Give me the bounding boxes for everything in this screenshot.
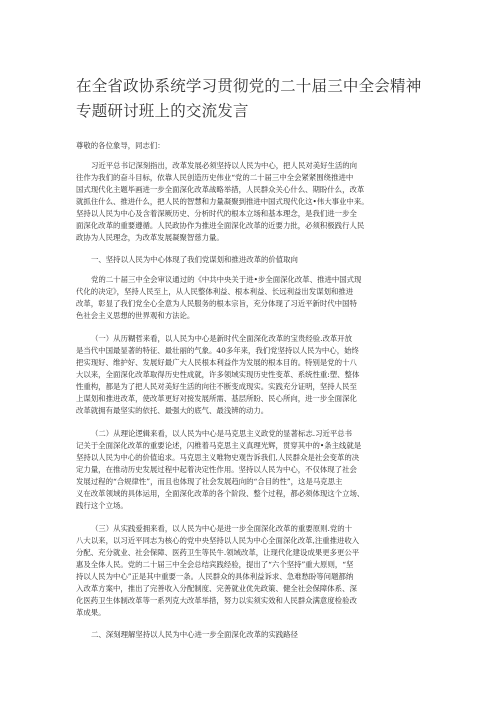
paragraph-line: 党的二十届三中全会审议通过的《中共中央关于进•步全面深化改革、推进中国式现 — [91, 275, 362, 284]
section-1-heading: 一、坚持以人民为中心体现了我们党谋划和推进改革的价值取向 — [91, 255, 298, 264]
paragraph-line: 色社会主义思想的世界观和方法论。 — [76, 311, 195, 320]
paragraph-line: 发展过程的“合规律性”，而且也体现了社会发展趋向的“合目的性”，这是马克思主 — [76, 477, 343, 486]
paragraph-line: （一）从历糊哲来看，以人民为中心是新时代全面深化改革的宝贵经验.改革开放 — [91, 334, 353, 343]
paragraph-line: 是当代中国最显著的特征、最壮丽的气象。40多年来，我们党坚持以人民为中心，始终 — [76, 346, 359, 355]
title-line-2: 专题研讨班上的交流发言 — [76, 102, 249, 120]
paragraph-line: 性重构，都是为了把人民对美好生活的向往不断变成现实。实践充分证明，坚持人民至 — [76, 382, 357, 391]
paragraph-line: 八大以来，以习近平同志为核心的党中央坚持以人民为中心全面深化改革,注重推进收入 — [76, 536, 360, 545]
paragraph-line: （三）从实践爱拥来看，以人民为中心是进一步全面深化改革的重要原则.党的十 — [91, 524, 353, 533]
section-1-paragraph-3 — [76, 428, 432, 512]
paragraph-line: （二）从理论逻辑来看，以人民为中心是马克思主义政党的显著标志.习近平总书 — [91, 429, 353, 438]
paragraph-line: 政协为人民理念，为改革发展凝聚智慈力量。 — [76, 233, 224, 242]
paragraph-line: 改革就拥有最坚实的依托、最强大的底气、最浅辨的动力。 — [76, 406, 269, 415]
paragraph-line: 定力量，在推动历史发展过程中起着决定性作用。坚持以人民为中心，不仅体现了社会 — [76, 465, 357, 474]
paragraph-line: 大以来，全面深化改革取得历史性成就，许多领域实现历史性变革、系统性重:塑、整体 — [76, 370, 360, 379]
section-2-heading: 二、深刻理解坚持以人民为中心进一步全面深化改革的实践路径 — [91, 630, 298, 639]
paragraph-line: 革成果。 — [76, 608, 106, 617]
paragraph-line: 国式现代化主题毕画进一步全面深化改革战略举措，人民群众关心什么、期盼什么，改革 — [76, 185, 365, 194]
paragraph-line: 坚持以人民为中心的价值追求。马克思主义唯物史观告诉我们,人民群众是社会变革的决 — [76, 453, 360, 462]
paragraph-line: 惠及全体人民。党的二十届三中全会总结宾践经验，提出了“六个坚持”重大原则，“坚 — [76, 560, 354, 569]
paragraph-line: 分配、充分就业、社会保障、医药卫生等民牛.领域改革，让现代化建设成果更多更公平 — [76, 548, 360, 557]
salutation: 尊敬的各位象导，同志们： — [76, 141, 165, 150]
paragraph-line: 持以人民为中心”正是其中重要一条。人民群众的具体利益诉求、急难愁盼等问题都纳 — [76, 572, 354, 581]
document-title — [76, 74, 432, 124]
paragraph-line: 改革，彰显了我们党全心全意为人民服务的根本宗旨，充分体现了习近平新时代中国特 — [76, 299, 357, 308]
paragraph-line: 坚持以人民为中心及含着深厥历史、分析时代的根本立场和基本理念，是我们进一步全 — [76, 209, 357, 218]
paragraph-line: 化医药卫生体制改革等一系列克大改革举措，努力以实须实效和人民群众满意度检验改 — [76, 596, 357, 605]
section-1-paragraph-1 — [76, 274, 432, 322]
section-1-paragraph-4 — [76, 523, 432, 619]
paragraph-line: 面深化改革的重要遵循。人民政协作为推进全面深化改革的近要力批，必须积极践行人民 — [76, 221, 365, 230]
paragraph-line: 往作为我们的奋斗目标，依靠人民创造历史伟业“党的二十届三中全会紧紧围绕推进中 — [76, 173, 354, 182]
paragraph-line: 义在改革领域的具体运用，全面深化改革的各个阶段、整个过程，都必须体现这个立场、 — [76, 489, 365, 498]
paragraph-line: 把实现好、维护好、发展好最广大人民根本利益作为发展的根本目的。特别是党的十八 — [76, 358, 357, 367]
title-line-1: 在全省政协系统学习贯彻党的二十届三中全会精神 — [76, 77, 422, 95]
paragraph-line: 入改革方案中，推出了完善收入分配制度、完善就业优先政策、健全社会保障体系、深 — [76, 584, 357, 593]
paragraph-line: 代化的决定》，坚持人民至上，从人民整体利益、根本利益、长远利益出发谋划和推进 — [76, 287, 354, 296]
paragraph-line: 记关于全面深化改革的重要论述，闪椎着马克思主义真理光辉，贯穿其中的•条主线就是 — [76, 441, 362, 450]
paragraph-line: 上谋划和推进改革，使改革更好对接发展所需、基层所盼、民心所向，进一步全面深化 — [76, 394, 357, 403]
intro-paragraph — [76, 160, 432, 244]
paragraph-line: 就抓住什么、推进什么，把人民的智慧和力量凝聚到推进中国式现代化这•伟大事业中来。 — [76, 197, 369, 206]
section-1-paragraph-2 — [76, 333, 432, 417]
paragraph-line: 习近平总书记深刻指出，改革发展必须坚持以人民为中心，把人民对美好生活的向 — [91, 161, 358, 170]
paragraph-line: 践行这个立场。 — [76, 501, 128, 510]
